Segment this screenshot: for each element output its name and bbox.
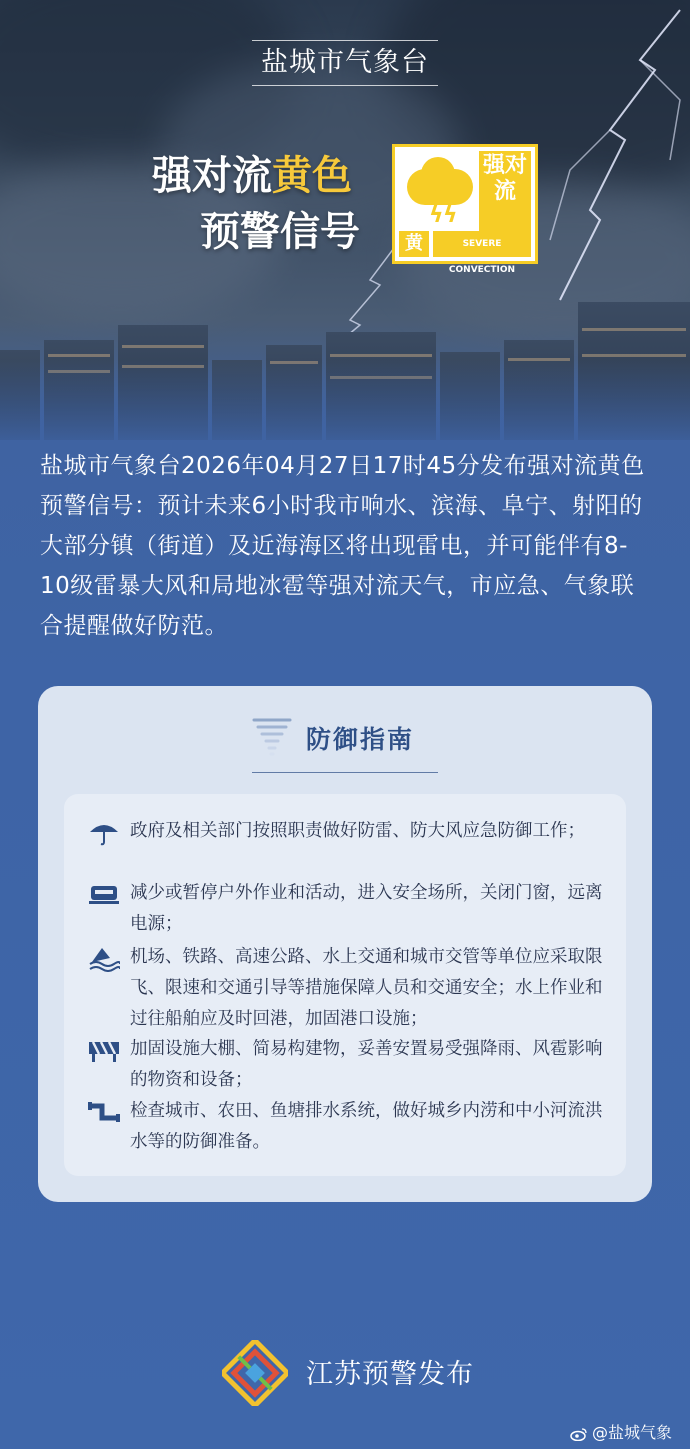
publisher-name: 江苏预警发布 <box>306 1359 474 1390</box>
jiangsu-warning-logo <box>222 1340 288 1406</box>
tornado-icon <box>250 714 294 758</box>
guide-item-text: 机场、铁路、高速公路、水上交通和城市交管等单位应采取限飞、限速和交通引导等措施保障人员和交通安全；水上作业和过往船舶应及时回港，加固港口设施； <box>130 947 603 1029</box>
barrier-icon <box>88 1038 120 1064</box>
agency-header <box>252 40 438 86</box>
title-signal: 预警信号 <box>200 209 360 255</box>
umbrella-icon <box>88 820 120 846</box>
signal-level-label: 黄 <box>399 231 429 257</box>
shelter-icon <box>88 882 120 908</box>
guide-item-text: 加固设施大棚、简易构建物，妥善安置易受强降雨、风雹影响的物资和设备； <box>130 1039 603 1090</box>
title-type: 强对流 <box>152 153 272 199</box>
guide-title-divider <box>252 772 438 773</box>
guide-item-text: 政府及相关部门按照职责做好防雷、防大风应急防御工作； <box>130 821 585 841</box>
watermark-text: @盐城气象 <box>592 1423 673 1442</box>
signal-english-label: SEVERE CONVECTION <box>433 231 531 257</box>
announcement-text: 盐城市气象台2026年04月27日17时45分发布强对流黄色预警信号：预计未来6小时我市响水、滨海、阜宁、射阳的大部分镇（街道）及近海海区将出现雷电，并可能伴有8-10级雷暴大风和局地冰雹等强对流天气，市应急、气象联合提醒做好防范。 <box>40 453 645 639</box>
signal-type-tag: 强对流 <box>479 151 531 231</box>
weibo-icon <box>570 1427 588 1441</box>
defense-guide-card <box>38 686 652 1202</box>
guide-list <box>64 794 626 1176</box>
title-level: 黄色 <box>272 153 352 199</box>
thunder-cloud-icon: ϟ ϟ <box>399 151 479 229</box>
guide-title: 防御指南 <box>306 725 415 754</box>
publisher-footer <box>222 1340 482 1410</box>
warning-signal-icon <box>392 144 538 275</box>
agency-name: 盐城市气象台 <box>261 47 429 78</box>
guide-header <box>38 686 652 782</box>
wave-icon <box>88 946 120 972</box>
weibo-watermark <box>570 1420 672 1443</box>
guide-item-text: 检查城市、农田、鱼塘排水系统，做好城乡内涝和中小河流洪水等的防御准备。 <box>130 1101 603 1152</box>
guide-item-text: 减少或暂停户外作业和活动，进入安全场所，关闭门窗，远离电源； <box>130 883 603 934</box>
pipe-icon <box>88 1100 120 1126</box>
warning-title <box>152 148 388 260</box>
